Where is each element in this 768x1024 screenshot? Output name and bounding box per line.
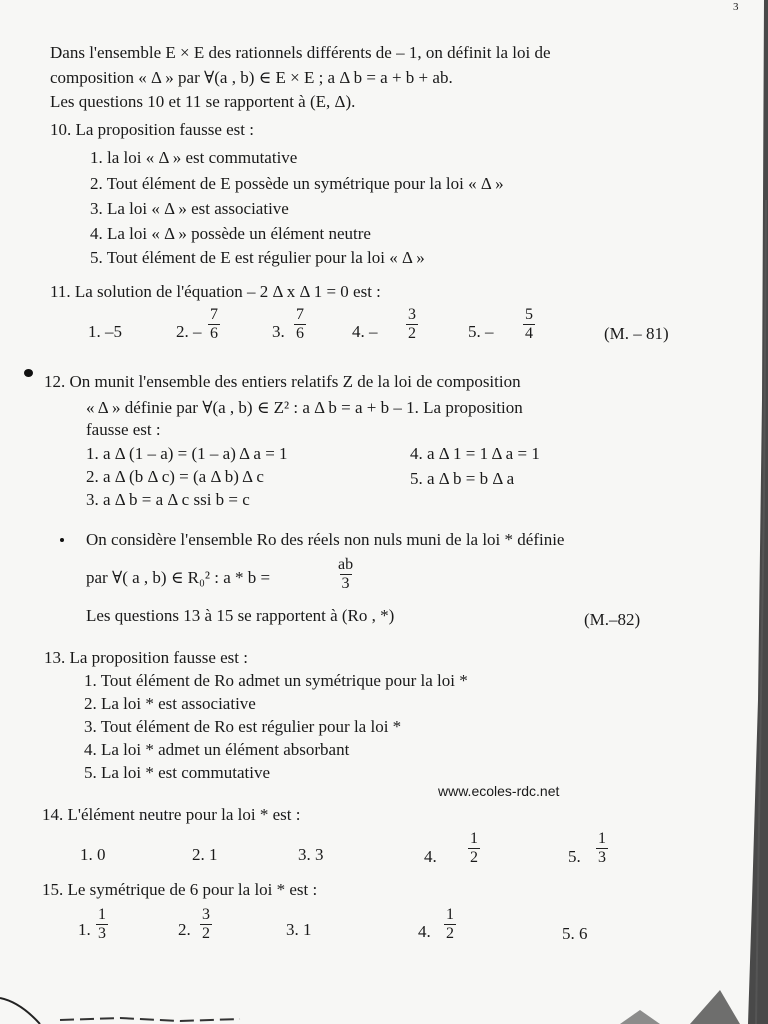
fraction-denominator: 2 — [446, 925, 454, 942]
website-watermark: www.ecoles-rdc.net — [438, 783, 560, 799]
q15-option-2-fraction — [200, 906, 212, 943]
fraction-denominator: 3 — [341, 575, 350, 592]
intro-line-2: composition « Δ » par ∀(a , b) ∈ E × E ; a Δ b = a + b + ab. — [50, 68, 453, 87]
q13-option-3: 3. Tout élément de Ro est régulier pour la loi * — [84, 717, 402, 736]
fraction-denominator: 2 — [470, 849, 478, 866]
q15-option-4-fraction — [444, 906, 456, 943]
fraction-numerator: 5 — [525, 306, 533, 323]
q11-option-2-fraction — [208, 306, 220, 343]
ro-line-1: On considère l'ensemble Ro des réels non nuls muni de la loi * définie — [86, 530, 565, 549]
q15-option-1-label: 1. — [78, 920, 91, 939]
q11-option-3-label: 3. — [272, 322, 285, 341]
q14-stem: 14. L'élément neutre pour la loi * est : — [42, 805, 301, 824]
fraction-numerator: 3 — [202, 906, 210, 923]
q14-option-3: 3. 3 — [298, 845, 324, 864]
q14-option-4-label: 4. — [424, 847, 437, 866]
q15-option-5: 5. 6 — [562, 924, 588, 943]
q11-source: (M. – 81) — [604, 324, 669, 343]
q10-stem: 10. La proposition fausse est : — [50, 120, 254, 139]
q15-option-2-label: 2. — [178, 920, 191, 939]
q11-option-1: 1. –5 — [88, 322, 122, 341]
q10-option-5: 5. Tout élément de E est régulier pour la loi « Δ » — [90, 248, 425, 267]
q10-option-1: 1. la loi « Δ » est commutative — [90, 148, 298, 167]
ro-line-3: Les questions 13 à 15 se rapportent à (Ro , *) — [86, 606, 395, 625]
q12-line-2: « Δ » définie par ∀(a , b) ∈ Z² : a Δ b = a + b – 1. La proposition — [86, 398, 523, 417]
q10-option-2: 2. Tout élément de E possède un symétrique pour la loi « Δ » — [90, 174, 504, 193]
q14-option-5-fraction — [596, 830, 608, 867]
q12-option-4: 4. a Δ 1 = 1 Δ a = 1 — [410, 444, 540, 463]
q14-option-2: 2. 1 — [192, 845, 218, 864]
intro-line-3: Les questions 10 et 11 se rapportent à (E, Δ). — [50, 92, 356, 111]
fraction-numerator: 1 — [446, 906, 454, 923]
q12-option-3: 3. a Δ b = a Δ c ssi b = c — [86, 490, 250, 509]
fraction-numerator: 7 — [210, 306, 218, 323]
fraction-numerator: 1 — [98, 906, 106, 923]
scan-edge-shadow — [734, 0, 768, 1024]
fraction-numerator: 1 — [598, 830, 606, 847]
ro-fraction — [336, 556, 355, 593]
fraction-numerator: 7 — [296, 306, 304, 323]
fraction-numerator: 3 — [408, 306, 416, 323]
q11-option-4-label: 4. – — [352, 322, 378, 341]
q13-stem: 13. La proposition fausse est : — [44, 648, 248, 667]
q15-option-3: 3. 1 — [286, 920, 312, 939]
q12-option-1: 1. a Δ (1 – a) = (1 – a) Δ a = 1 — [86, 444, 288, 463]
q14-option-4-fraction — [468, 830, 480, 867]
q11-option-3-fraction — [294, 306, 306, 343]
q13-option-2: 2. La loi * est associative — [84, 694, 256, 713]
fraction-numerator: ab — [338, 556, 354, 573]
q12-line-1: 12. On munit l'ensemble des entiers relatifs Z de la loi de composition — [44, 372, 521, 391]
bullet-mark — [60, 538, 64, 542]
page-number: 3 — [733, 1, 739, 13]
q11-stem: 11. La solution de l'équation – 2 Δ x Δ 1 = 0 est : — [50, 282, 381, 301]
fraction-denominator: 4 — [525, 325, 533, 342]
q15-option-1-fraction — [96, 906, 108, 943]
q13-option-5: 5. La loi * est commutative — [84, 763, 271, 782]
fraction-denominator: 2 — [408, 325, 416, 342]
q12-line-3: fausse est : — [86, 420, 161, 439]
intro-line-1: Dans l'ensemble E × E des rationnels différents de – 1, on définit la loi de — [50, 43, 551, 62]
q11-option-5-label: 5. – — [468, 322, 494, 341]
q12-option-5: 5. a Δ b = b Δ a — [410, 469, 515, 488]
fraction-numerator: 1 — [470, 830, 478, 847]
fraction-denominator: 2 — [202, 925, 210, 942]
ro-line-2: par ∀( a , b) ∈ R₀² : a * b = — [86, 568, 271, 587]
q12-option-2: 2. a Δ (b Δ c) = (a Δ b) Δ c — [86, 467, 264, 486]
fraction-denominator: 6 — [210, 325, 218, 342]
q13-option-1: 1. Tout élément de Ro admet un symétrique pour la loi * — [84, 671, 468, 690]
q15-stem: 15. Le symétrique de 6 pour la loi * est : — [42, 880, 318, 899]
q14-option-1: 1. 0 — [80, 845, 106, 864]
ro-source: (M.–82) — [584, 610, 641, 629]
scan-bottom-artifact — [0, 980, 768, 1024]
q13-option-4: 4. La loi * admet un élément absorbant — [84, 740, 350, 759]
q11-option-2-label: 2. – — [176, 322, 202, 341]
fraction-denominator: 6 — [296, 325, 304, 342]
bullet-mark — [24, 369, 33, 377]
fraction-denominator: 3 — [598, 849, 606, 866]
fraction-denominator: 3 — [98, 925, 106, 942]
q10-option-3: 3. La loi « Δ » est associative — [90, 199, 289, 218]
q11-option-4-fraction — [406, 306, 418, 343]
q15-option-4-label: 4. — [418, 922, 431, 941]
q11-option-5-fraction — [523, 306, 535, 343]
q10-option-4: 4. La loi « Δ » possède un élément neutre — [90, 224, 371, 243]
q14-option-5-label: 5. — [568, 847, 581, 866]
